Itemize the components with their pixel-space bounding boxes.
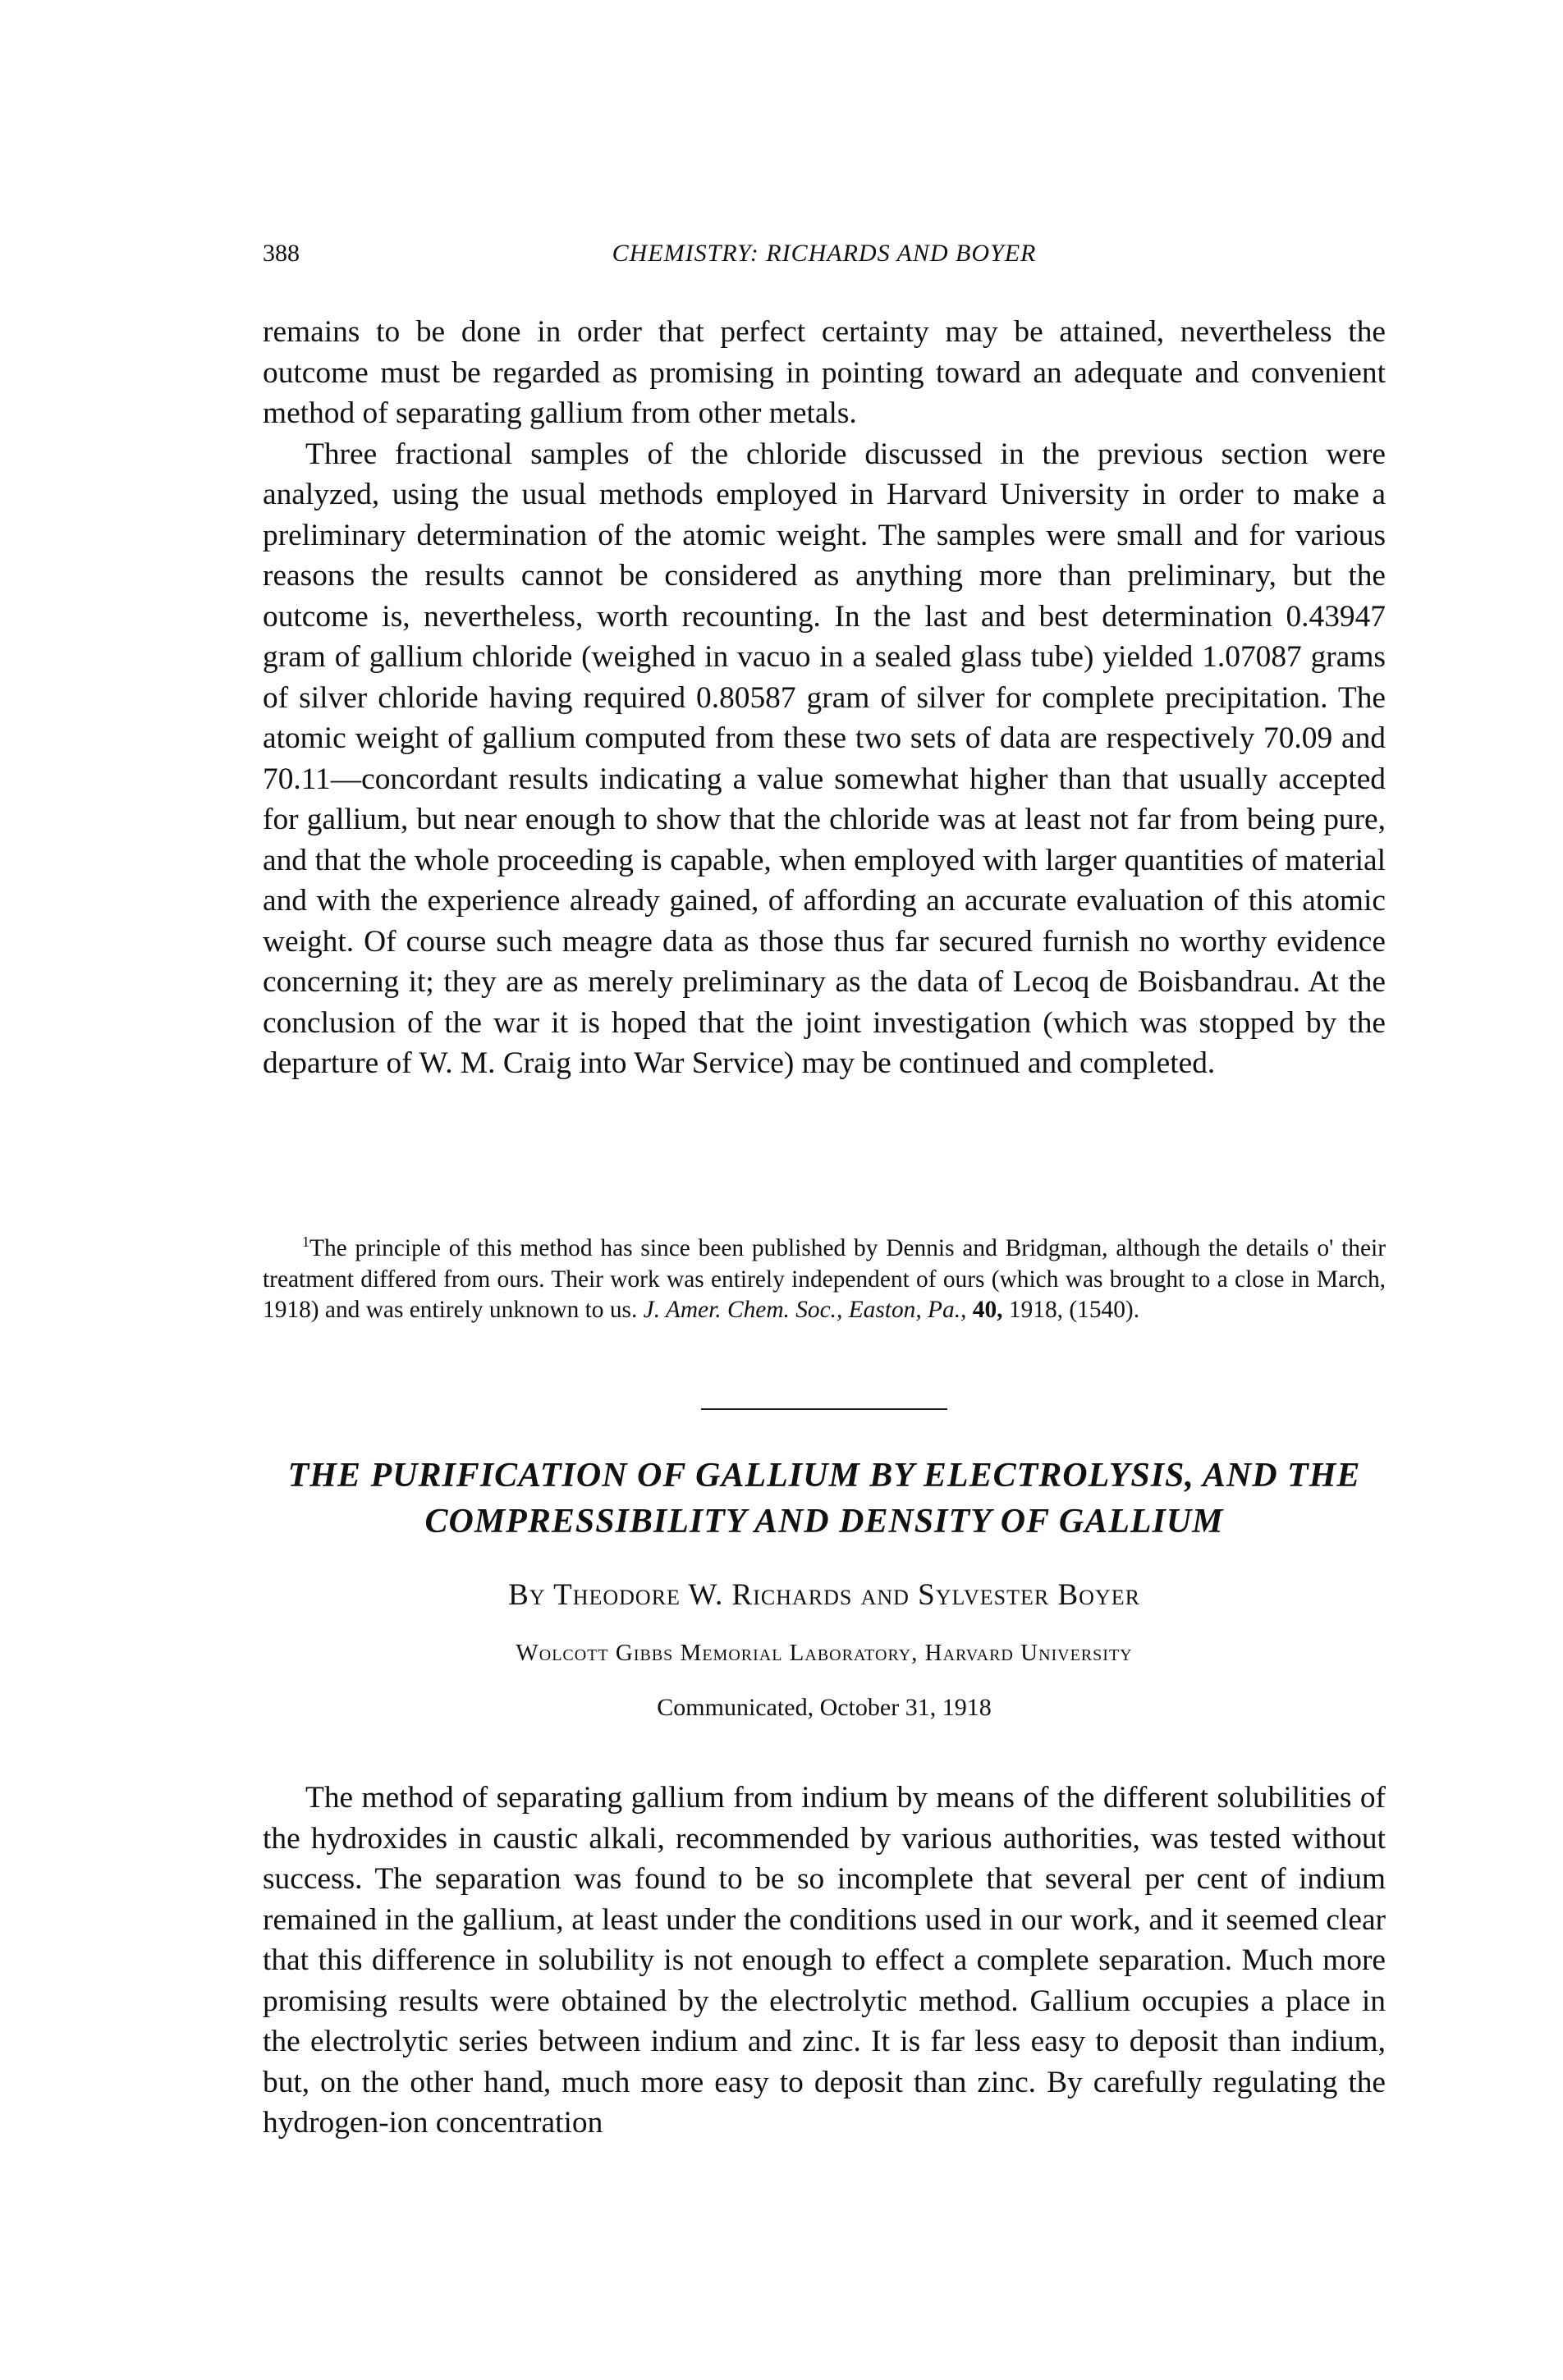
article-body [263, 1778, 1386, 2144]
article-title-line-2: COMPRESSIBILITY AND DENSITY OF GALLIUM [424, 1503, 1224, 1540]
communicated-date: Communicated, October 31, 1918 [657, 1694, 992, 1721]
footnote-text: The principle of this method has since been published by Dennis and Bridgman, although the details o' their treatment differed from ours. Their work was entirely independent of ours (which was brought to a close in March, 1918) and was entirely unknown to us. [263, 1234, 1386, 1324]
running-title: CHEMISTRY: RICHARDS AND BOYER [612, 240, 1037, 267]
paragraph-separation-method: The method of separating gallium from indium by means of the different solubilities of the hydroxides in caustic alkali, recommended by various authorities, was tested without success. The separation was found to be so incomplete that several per cent of indium remained in the gallium, at least under the conditions used in our work, and it seemed clear that this difference in solubility is not enough to effect a complete separation. Much more promising results were obtained by the electrolytic method. Gallium occupies a place in the electrolytic series between indium and zinc. It is far less easy to deposit than indium, but, on the other hand, much more easy to deposit than zinc. By carefully regulating the hydrogen-ion concentration [263, 1781, 1386, 2140]
footnote-year-pages: 1918, (1540). [1008, 1297, 1140, 1324]
section-divider [701, 1408, 947, 1410]
paragraph-continuation: remains to be done in order that perfect certainty may be attained, nevertheless the outcome must be regarded as promising in pointing toward an adequate and convenient method of separating gallium from other metals. [263, 315, 1386, 430]
continued-section [263, 312, 1386, 1084]
page-number: 388 [263, 240, 300, 267]
footnote-marker: 1 [302, 1233, 309, 1250]
paragraph-atomic-weight: Three fractional samples of the chloride discussed in the previous section were analyzed, using the usual methods employed in Harvard University in order to make a preliminary determination of the atomic weight. The samples were small and for various reasons the results cannot be considered as anything more than preliminary, but the outcome is, nevertheless, worth recounting. In the last and best determination 0.43947 gram of gallium chloride (weighed in vacuo in a sealed glass tube) yielded 1.07087 grams of silver chloride having required 0.80587 gram of silver for complete precipitation. The atomic weight of gallium computed from these two sets of data are respectively 70.09 and 70.11—concordant results indicating a value somewhat higher than that usually accepted for gallium, but near enough to show that the chloride was at least not far from being pure, and that the whole proceeding is capable, when employed with larger quantities of material and with the experience already gained, of affording an accurate evaluation of this atomic weight. Of course such meagre data as those thus far secured furnish no worthy evidence concerning it; they are as merely preliminary as the data of Lecoq de Boisbandrau. At the conclusion of the war it is hoped that the joint investigation (which was stopped by the departure of W. M. Craig into War Service) may be continued and completed. [263, 437, 1386, 1080]
article-title-line-1: THE PURIFICATION OF GALLIUM BY ELECTROLYSIS, AND THE [287, 1457, 1361, 1494]
article-title [263, 1453, 1386, 1545]
footnote [263, 1227, 1386, 1326]
running-head [263, 240, 1386, 272]
article-authors: By Theodore W. Richards and Sylvester Boyer [508, 1578, 1140, 1612]
footnote-journal: J. Amer. Chem. Soc., Easton, Pa., [643, 1297, 967, 1324]
footnote-volume: 40, [972, 1297, 1003, 1324]
article-affiliation: Wolcott Gibbs Memorial Laboratory, Harvard University [516, 1640, 1133, 1666]
